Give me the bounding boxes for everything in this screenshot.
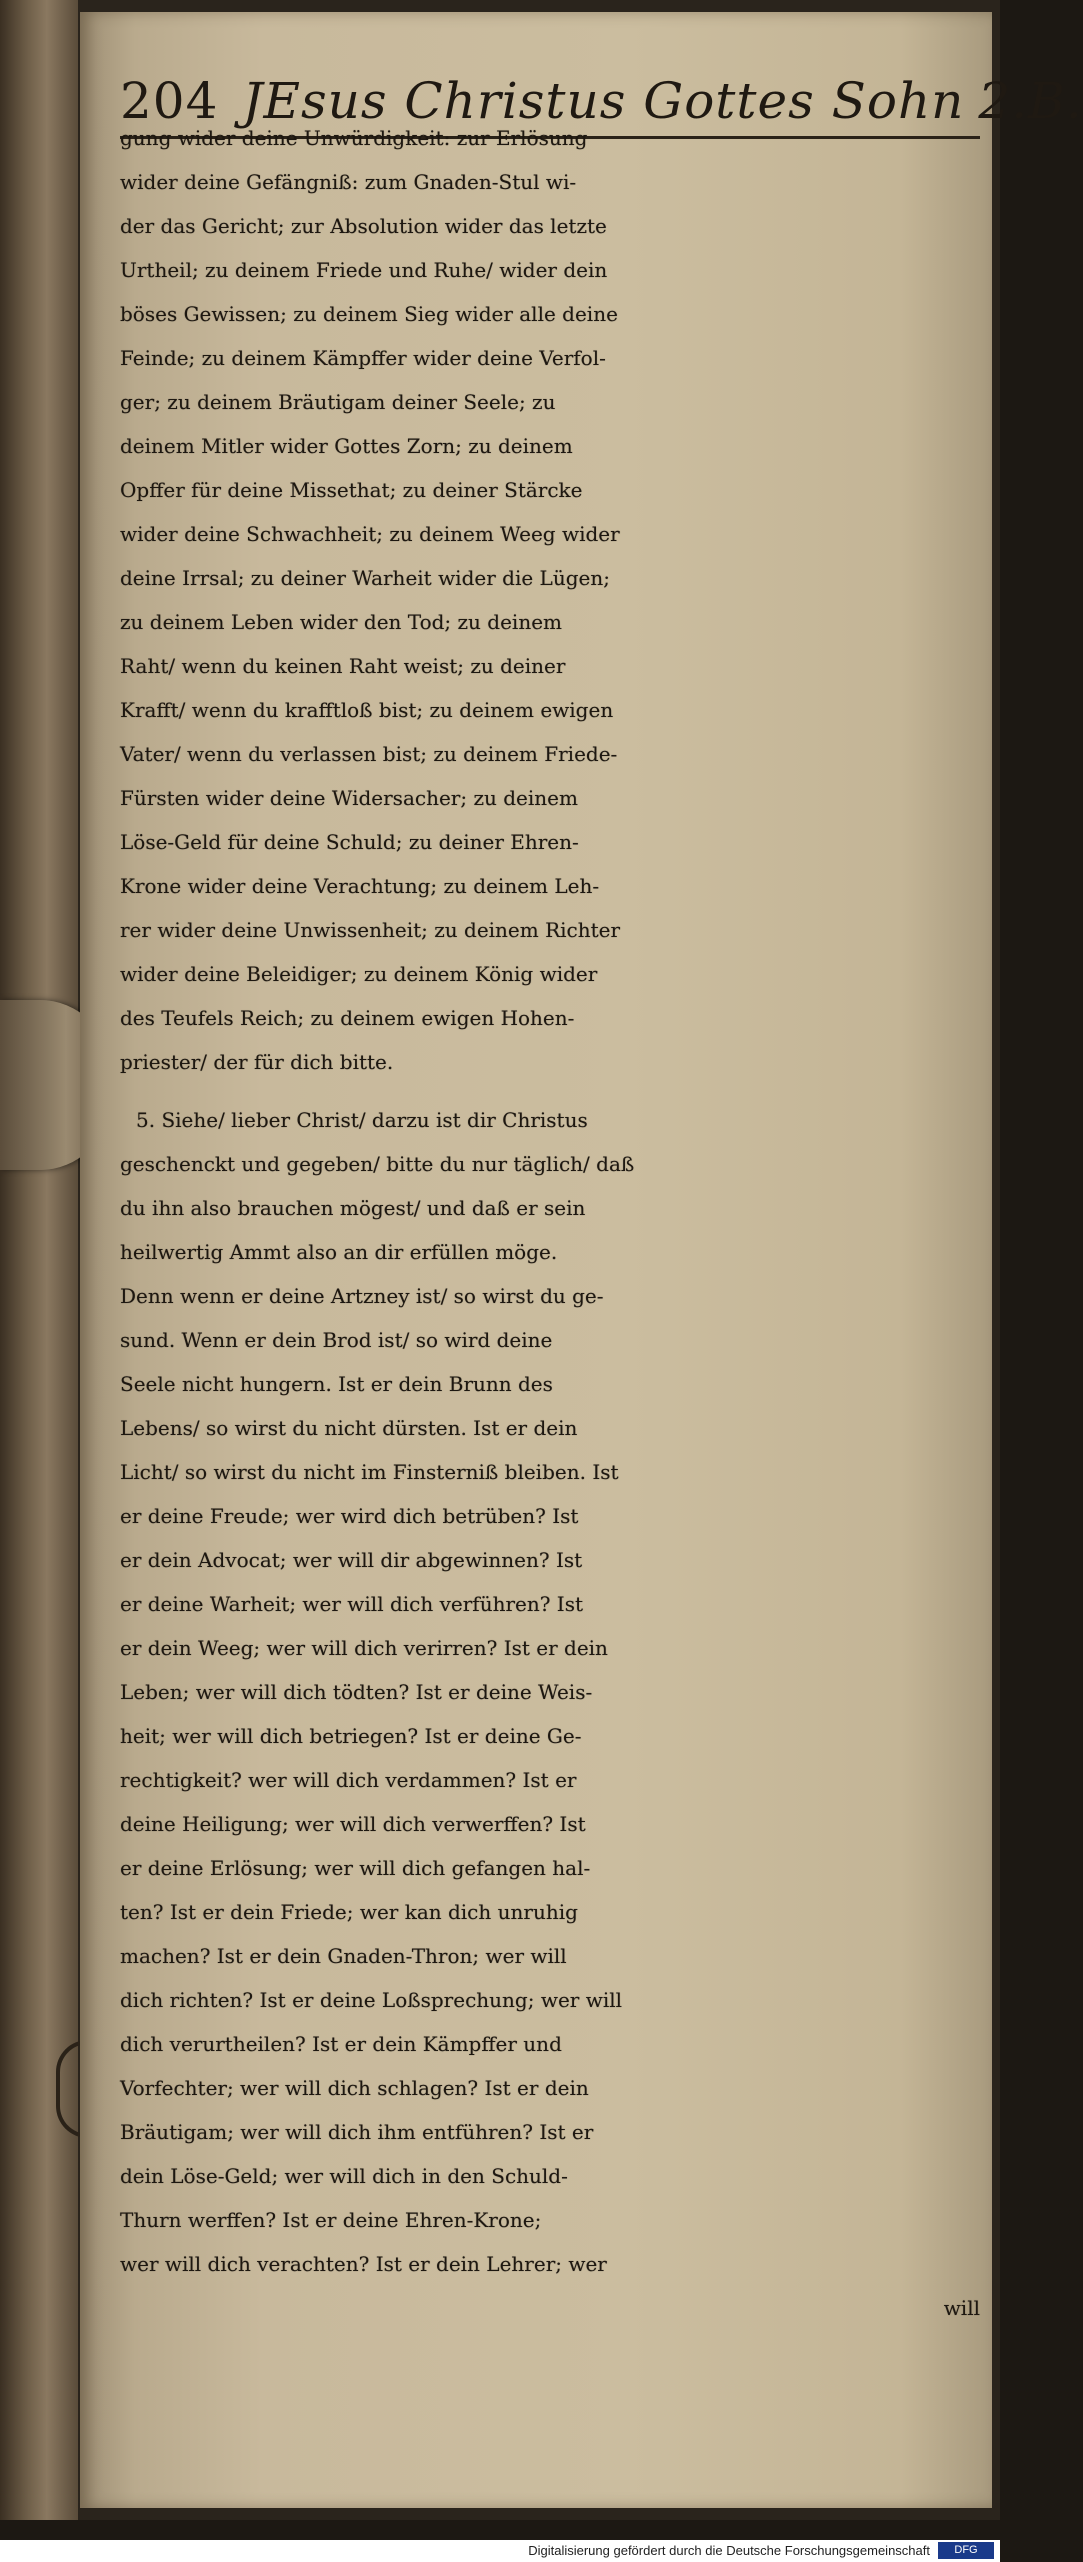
paragraph-1-line: wider deine Schwachheit; zu deinem Weeg wider <box>120 522 620 546</box>
paragraph-2-line: er dein Weeg; wer will dich verirren? Ist er dein <box>120 1636 608 1660</box>
paragraph-2-line: Licht/ so wirst du nicht im Finsterniß bleiben. Ist <box>120 1460 619 1484</box>
paragraph-1-line: Opffer für deine Missethat; zu deiner Stärcke <box>120 478 583 502</box>
paragraph-2-line: Denn wenn er deine Artzney ist/ so wirst du ge- <box>120 1284 604 1308</box>
paragraph-2-line: Thurn werffen? Ist er deine Ehren-Krone; <box>120 2208 542 2232</box>
paragraph-1-line: deine Irrsal; zu deiner Warheit wider die Lügen; <box>120 566 610 590</box>
paragraph-1-line: rer wider deine Unwissenheit; zu deinem Richter <box>120 918 621 942</box>
dfg-logo-icon: DFG <box>938 2542 994 2559</box>
paragraph-2-line: du ihn also brauchen mögest/ und daß er sein <box>120 1196 586 1220</box>
paragraph-2-line: rechtigkeit? wer will dich verdammen? Ist er <box>120 1768 577 1792</box>
paragraph-1-line: der das Gericht; zur Absolution wider das letzte <box>120 214 607 238</box>
paragraph-1-line: Fürsten wider deine Widersacher; zu deinem <box>120 786 578 810</box>
paragraph-2-line: Lebens/ so wirst du nicht dürsten. Ist er dein <box>120 1416 578 1440</box>
book-spine <box>0 0 78 2520</box>
paragraph-1-line: Krone wider deine Verachtung; zu deinem Leh- <box>120 874 600 898</box>
paragraph-2-line: Seele nicht hungern. Ist er dein Brunn des <box>120 1372 553 1396</box>
paragraph-1-line: des Teufels Reich; zu deinem ewigen Hohen- <box>120 1006 575 1030</box>
paragraph-1-line: Feinde; zu deinem Kämpffer wider deine Verfol- <box>120 346 606 370</box>
paragraph-1-line: gung wider deine Unwürdigkeit: zur Erlösung <box>120 126 588 150</box>
paragraph-2-line: heit; wer will dich betriegen? Ist er deine Ge- <box>120 1724 582 1748</box>
paragraph-2 <box>120 1098 980 2286</box>
paragraph-1-line: Urtheil; zu deinem Friede und Ruhe/ wider dein <box>120 258 608 282</box>
paragraph-2-line: heilwertig Ammt also an dir erfüllen möge. <box>120 1240 558 1264</box>
paragraph-2-line: Bräutigam; wer will dich ihm entführen? Ist er <box>120 2120 594 2144</box>
paragraph-1-line: deinem Mitler wider Gottes Zorn; zu deinem <box>120 434 573 458</box>
volume-mark: 2.B. <box>978 72 1083 130</box>
paragraph-2-line: sund. Wenn er dein Brod ist/ so wird deine <box>120 1328 553 1352</box>
paragraph-2-line: wer will dich verachten? Ist er dein Lehrer; wer <box>120 2252 607 2276</box>
paragraph-1 <box>120 116 980 1084</box>
paragraph-1-line: böses Gewissen; zu deinem Sieg wider alle deine <box>120 302 618 326</box>
page-text <box>120 116 980 2330</box>
paragraph-1-line: Löse-Geld für deine Schuld; zu deiner Ehren- <box>120 830 579 854</box>
paragraph-2-line: dich richten? Ist er deine Loßsprechung; wer will <box>120 1988 623 2012</box>
paragraph-2-line: dein Löse-Geld; wer will dich in den Schuld- <box>120 2164 568 2188</box>
paragraph-1-line: Krafft/ wenn du krafftloß bist; zu deinem ewigen <box>120 698 614 722</box>
paragraph-1-line: wider deine Beleidiger; zu deinem König wider <box>120 962 598 986</box>
paragraph-2-line: dich verurtheilen? Ist er dein Kämpffer und <box>120 2032 562 2056</box>
paragraph-2-line: er deine Erlösung; wer will dich gefangen hal- <box>120 1856 591 1880</box>
catchword: will <box>943 2296 980 2320</box>
paragraph-1-line: zu deinem Leben wider den Tod; zu deinem <box>120 610 563 634</box>
paragraph-gap <box>120 1084 980 1098</box>
paragraph-2-line: Leben; wer will dich tödten? Ist er deine Weis- <box>120 1680 593 1704</box>
paragraph-1-line: ger; zu deinem Bräutigam deiner Seele; zu <box>120 390 556 414</box>
paragraph-2-line: er deine Freude; wer wird dich betrüben? Ist <box>120 1504 579 1528</box>
paragraph-2-line: deine Heiligung; wer will dich verwerffen? Ist <box>120 1812 586 1836</box>
book-page <box>80 12 1083 2508</box>
paragraph-2-line: Vorfechter; wer will dich schlagen? Ist er dein <box>120 2076 589 2100</box>
paragraph-1-line: Vater/ wenn du verlassen bist; zu deinem Friede- <box>120 742 618 766</box>
paragraph-2-line: ten? Ist er dein Friede; wer kan dich unruhig <box>120 1900 578 1924</box>
paragraph-2-line: er dein Advocat; wer will dir abgewinnen? Ist <box>120 1548 583 1572</box>
paragraph-2-line: geschenckt und gegeben/ bitte du nur täglich/ daß <box>120 1152 635 1176</box>
paragraph-2-line: machen? Ist er dein Gnaden-Thron; wer will <box>120 1944 567 1968</box>
running-title: JEsus Christus Gottes Sohn <box>242 72 965 130</box>
paragraph-2-line: er deine Warheit; wer will dich verführen? Ist <box>120 1592 584 1616</box>
footer-credit: Digitalisierung gefördert durch die Deutsche Forschungsgemeinschaft <box>528 2543 930 2558</box>
paragraph-1-line: wider deine Gefängniß: zum Gnaden-Stul wi- <box>120 170 577 194</box>
page-number: 204 <box>120 72 219 130</box>
paragraph-2-line: 5. Siehe/ lieber Christ/ darzu ist dir Christus <box>136 1108 588 1132</box>
paragraph-1-line: Raht/ wenn du keinen Raht weist; zu deiner <box>120 654 566 678</box>
digitization-footer <box>0 2540 1000 2562</box>
paragraph-1-line: priester/ der für dich bitte. <box>120 1050 394 1074</box>
